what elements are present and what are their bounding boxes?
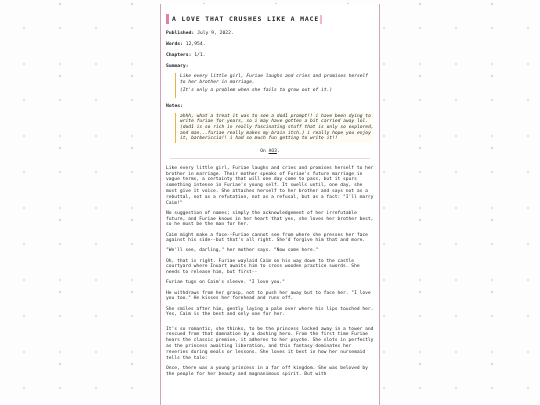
summary-text-2: (It's only a problem when she fails to grow out of it.) [180, 88, 333, 94]
story-title: A LOVE THAT CRUSHES LIKE A MACE [172, 15, 320, 23]
published-label: Published: [166, 31, 195, 36]
story-page [160, 4, 380, 405]
story-paragraph: It's so romantic, she thinks, to be the princess locked away in a tower and rescued from that damnation by a dashing hero. From the first time Furiae hears the classic premise, it adheres to her psyche. She slots in perfectly as the princess awaiting liberation, and this fantasy dominates her reveries during meals or lessons. She loves it best in how her nursemaid tells the tale: [166, 326, 374, 361]
divider [170, 158, 370, 159]
notes-text: ahhh, what a treat it was to see a dod1 prompt!! i have been dying to write furiae for years, so i may have gotten a bit carried away lol. (dod1 is so rich in really fascinating stuff that is only so explored, and man...furiae really makes my brain itch.) i really hope you enjoy it, barbericcia!! i had so much fun getting to write it!! [180, 113, 374, 142]
summary-quote [175, 73, 374, 98]
story-paragraph: She smiles after him, gently laying a palm over where his lips touched her. Yes, Caim is the best and only one for her. [166, 306, 374, 318]
summary-text-1: Like every little girl, Furiae laughs and cries and promises herself to her brother in marriage. [180, 74, 369, 85]
story-paragraph: No suggestion of names; simply the acknowledgement of her irrefutable future, and Furiae knows in her heart that yes, she loves her brother best, so he must be the man for her. [166, 210, 374, 228]
words-line [166, 42, 374, 48]
title-accent-bar [166, 14, 169, 24]
cursor-mark [320, 15, 322, 24]
on-label: On [260, 148, 266, 154]
ao3-link[interactable]: AO3 [268, 148, 277, 154]
published-date: July 9, 2022. [197, 31, 234, 36]
story-body [166, 166, 374, 378]
story-paragraph: Furiae tugs on Caim's sleeve. "I love you." [166, 280, 285, 286]
chapters-line [166, 53, 374, 59]
words-label: Words: [166, 42, 183, 47]
word-count: 12,954. [185, 42, 206, 47]
story-paragraph: Caim might make a face--Furiae cannot see from where she presses her face against his side--but that's all right. She'd forgive him that and more. [166, 232, 368, 244]
notes-label: Notes: [166, 103, 183, 109]
story-paragraph: He withdraws from her grasp, not to push her away but to face her. "I love you too." He kisses her forehead and runs off. [166, 290, 371, 302]
chapters-label: Chapters: [166, 53, 192, 58]
notes-quote [175, 113, 374, 143]
story-paragraph: Once, there was a young princess in a far off kingdom. She was beloved by the people for her beauty and magnanimous spirit. But with [166, 365, 368, 377]
published-line [166, 31, 374, 37]
story-paragraph: Like every little girl, Furiae laughs and cries and promises herself to her brother in marriage. Their mother speaks of Furiae's future marriage in vague terms, a certainty that will one day come to pass, but it spurs something intense in Furiae's young self. It swells until, one day, she must give it voice. She attaches herself to her brother and says not as a rebuttal, not as a refutation, not as a refusal, but as a fact: "I'll marry Caim!" [166, 165, 374, 206]
story-paragraph: "We'll see, darling," her mother says. "Now come here." [166, 248, 319, 254]
source-line: On AO3. [260, 148, 280, 154]
title-row [166, 14, 374, 24]
story-paragraph: Oh, that is right. Furiae waylaid Caim on his way down to the castle courtyard where Inuart awaits him to cross wooden practice swords. She needs to release him, but first-- [166, 258, 360, 276]
summary-label: Summary: [166, 64, 189, 69]
chapter-count: 1/1. [194, 53, 206, 58]
